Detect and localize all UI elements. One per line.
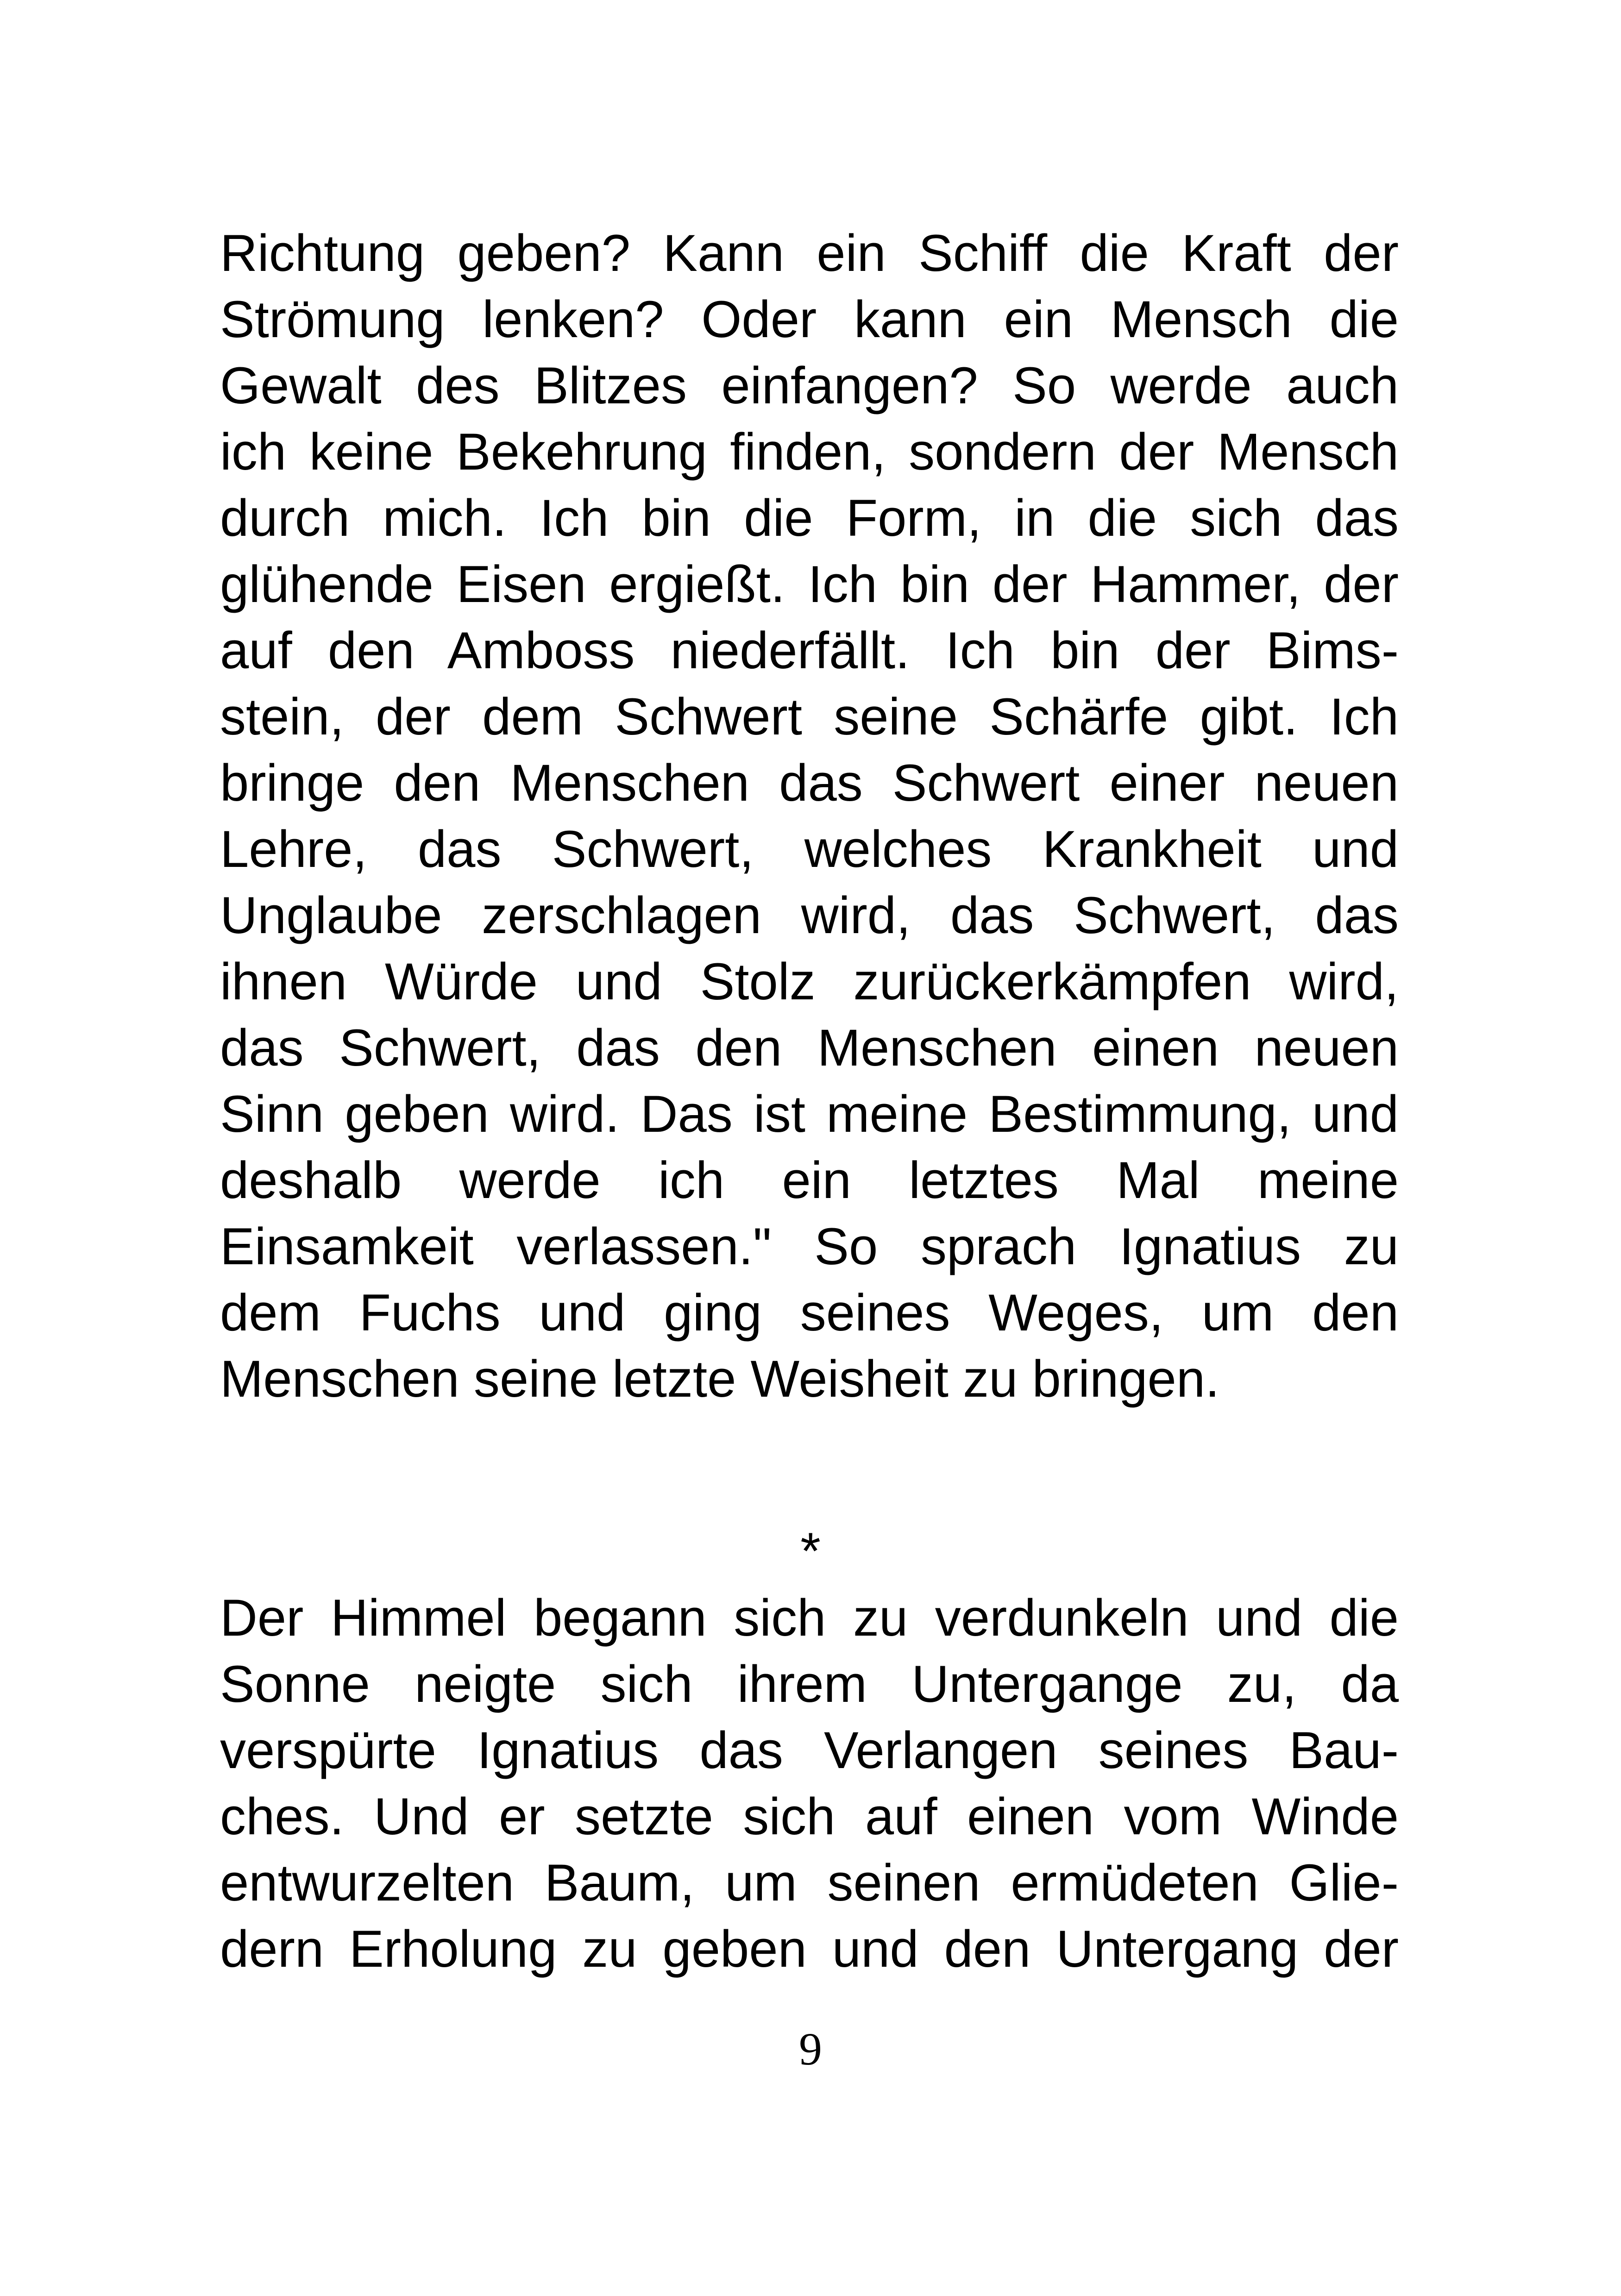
text-line: Sonne neigte sich ihrem Untergange zu, da xyxy=(220,1655,1399,1713)
text-line: Richtung geben? Kann ein Schiff die Kraft der xyxy=(220,224,1399,282)
text-line: bringe den Menschen das Schwert einer neuen xyxy=(220,754,1399,812)
paragraph-2 xyxy=(220,1585,1399,1982)
text-line: entwurzelten Baum, um seinen ermüdeten Glie- xyxy=(220,1854,1399,1912)
text-line: Unglaube zerschlagen wird, das Schwert, das xyxy=(220,886,1399,944)
text-line: ihnen Würde und Stolz zurückerkämpfen wird, xyxy=(220,953,1399,1010)
text-line: ches. Und er setzte sich auf einen vom Winde xyxy=(220,1788,1399,1845)
text-line: das Schwert, das den Menschen einen neuen xyxy=(220,1019,1399,1077)
text-line: ich keine Bekehrung finden, sondern der Mensch xyxy=(220,423,1399,481)
text-line: Einsamkeit verlassen." So sprach Ignatius zu xyxy=(220,1217,1399,1275)
page-number: 9 xyxy=(799,2023,822,2075)
text-line: auf den Amboss niederfällt. Ich bin der Bims- xyxy=(220,621,1399,679)
section-separator: * xyxy=(800,1522,821,1580)
text-line: glühende Eisen ergießt. Ich bin der Hammer, der xyxy=(220,555,1399,613)
text-line: Gewalt des Blitzes einfangen? So werde auch xyxy=(220,357,1399,414)
text-line: Sinn geben wird. Das ist meine Bestimmung, und xyxy=(220,1085,1399,1143)
text-line: Der Himmel begann sich zu verdunkeln und die xyxy=(220,1589,1399,1647)
text-line: Menschen seine letzte Weisheit zu bringen. xyxy=(220,1350,1220,1408)
text-line: dem Fuchs und ging seines Weges, um den xyxy=(220,1284,1399,1342)
text-line: dern Erholung zu geben und den Untergang der xyxy=(220,1920,1399,1978)
text-line: Strömung lenken? Oder kann ein Mensch die xyxy=(220,290,1399,348)
text-line: deshalb werde ich ein letztes Mal meine xyxy=(220,1151,1399,1209)
text-line: durch mich. Ich bin die Form, in die sich das xyxy=(220,489,1399,547)
paragraph-1 xyxy=(220,220,1399,1412)
text-line: stein, der dem Schwert seine Schärfe gibt. Ich xyxy=(220,688,1399,746)
text-line: Lehre, das Schwert, welches Krankheit und xyxy=(220,820,1399,878)
text-line: verspürte Ignatius das Verlangen seines Bau- xyxy=(220,1721,1399,1779)
